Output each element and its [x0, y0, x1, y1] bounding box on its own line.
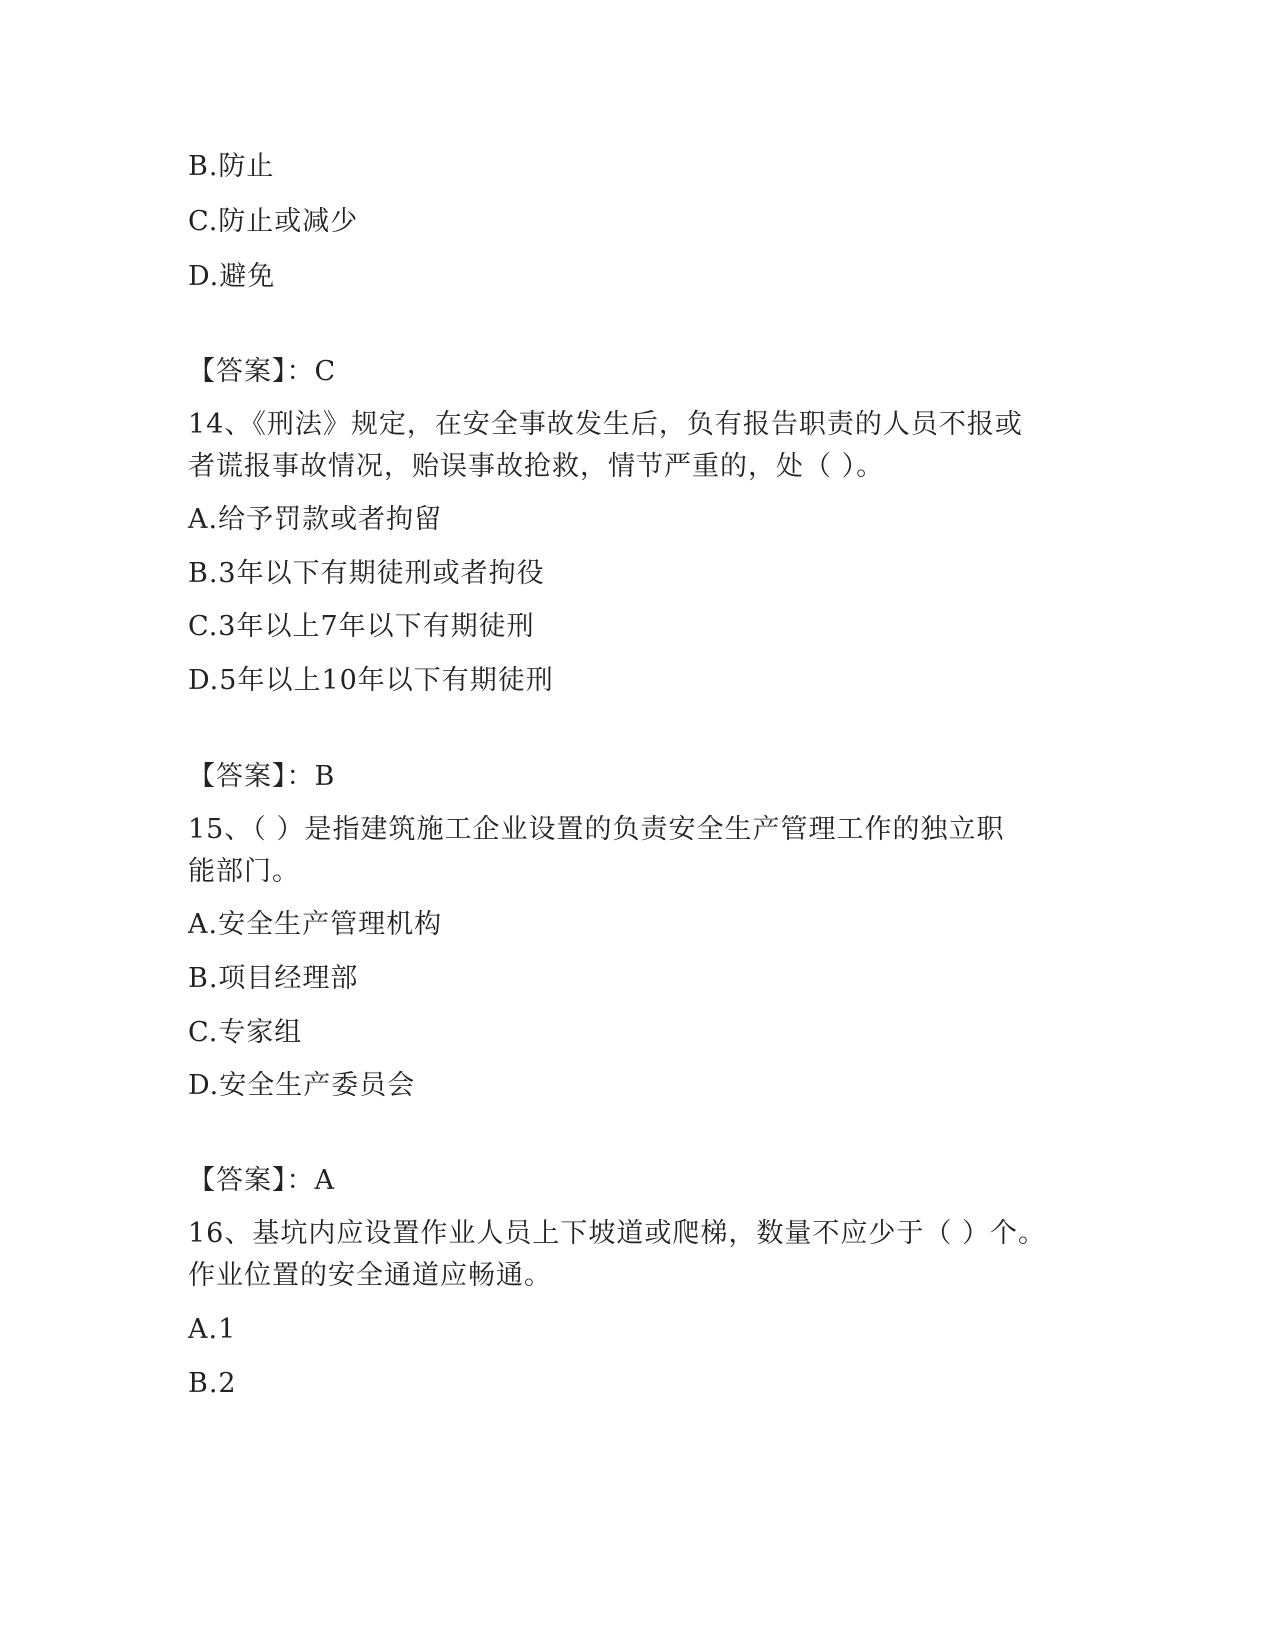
q14-stem-line-1: 14、《刑法》规定，在安全事故发生后，负有报告职责的人员不报或	[188, 409, 1023, 440]
q15-stem-line-1: 15、（ ）是指建筑施工企业设置的负责安全生产管理工作的独立职	[188, 814, 1005, 845]
q13-answer: 【答案】：C	[188, 356, 337, 387]
q16-option-a: A.1	[188, 1314, 237, 1345]
q15-option-b: B.项目经理部	[188, 963, 359, 994]
q15-stem-line-2: 能部门。	[188, 856, 300, 887]
q16-stem-line-2: 作业位置的安全通道应畅通。	[188, 1260, 552, 1291]
q15-option-d: D.安全生产委员会	[188, 1070, 416, 1101]
q16-option-b: B.2	[188, 1368, 237, 1399]
q14-answer: 【答案】：B	[188, 761, 336, 792]
q13-option-d: D.避免	[188, 261, 276, 292]
q15-option-a: A.安全生产管理机构	[188, 909, 443, 940]
q15-answer: 【答案】：A	[188, 1165, 335, 1196]
q16-stem-line-1: 16、基坑内应设置作业人员上下坡道或爬梯，数量不应少于（ ）个。	[188, 1218, 1046, 1249]
q14-option-a: A.给予罚款或者拘留	[188, 504, 443, 535]
q13-option-c: C.防止或减少	[188, 206, 359, 237]
q13-option-b: B.防止	[188, 151, 275, 182]
q14-option-d: D.5年以上10年以下有期徒刑	[188, 665, 554, 696]
q14-stem-line-2: 者谎报事故情况，贻误事故抢救，情节严重的，处（ ）。	[188, 451, 885, 482]
q15-option-c: C.专家组	[188, 1017, 303, 1048]
q14-option-c: C.3年以上7年以下有期徒刑	[188, 611, 535, 642]
q14-option-b: B.3年以下有期徒刑或者拘役	[188, 558, 545, 589]
